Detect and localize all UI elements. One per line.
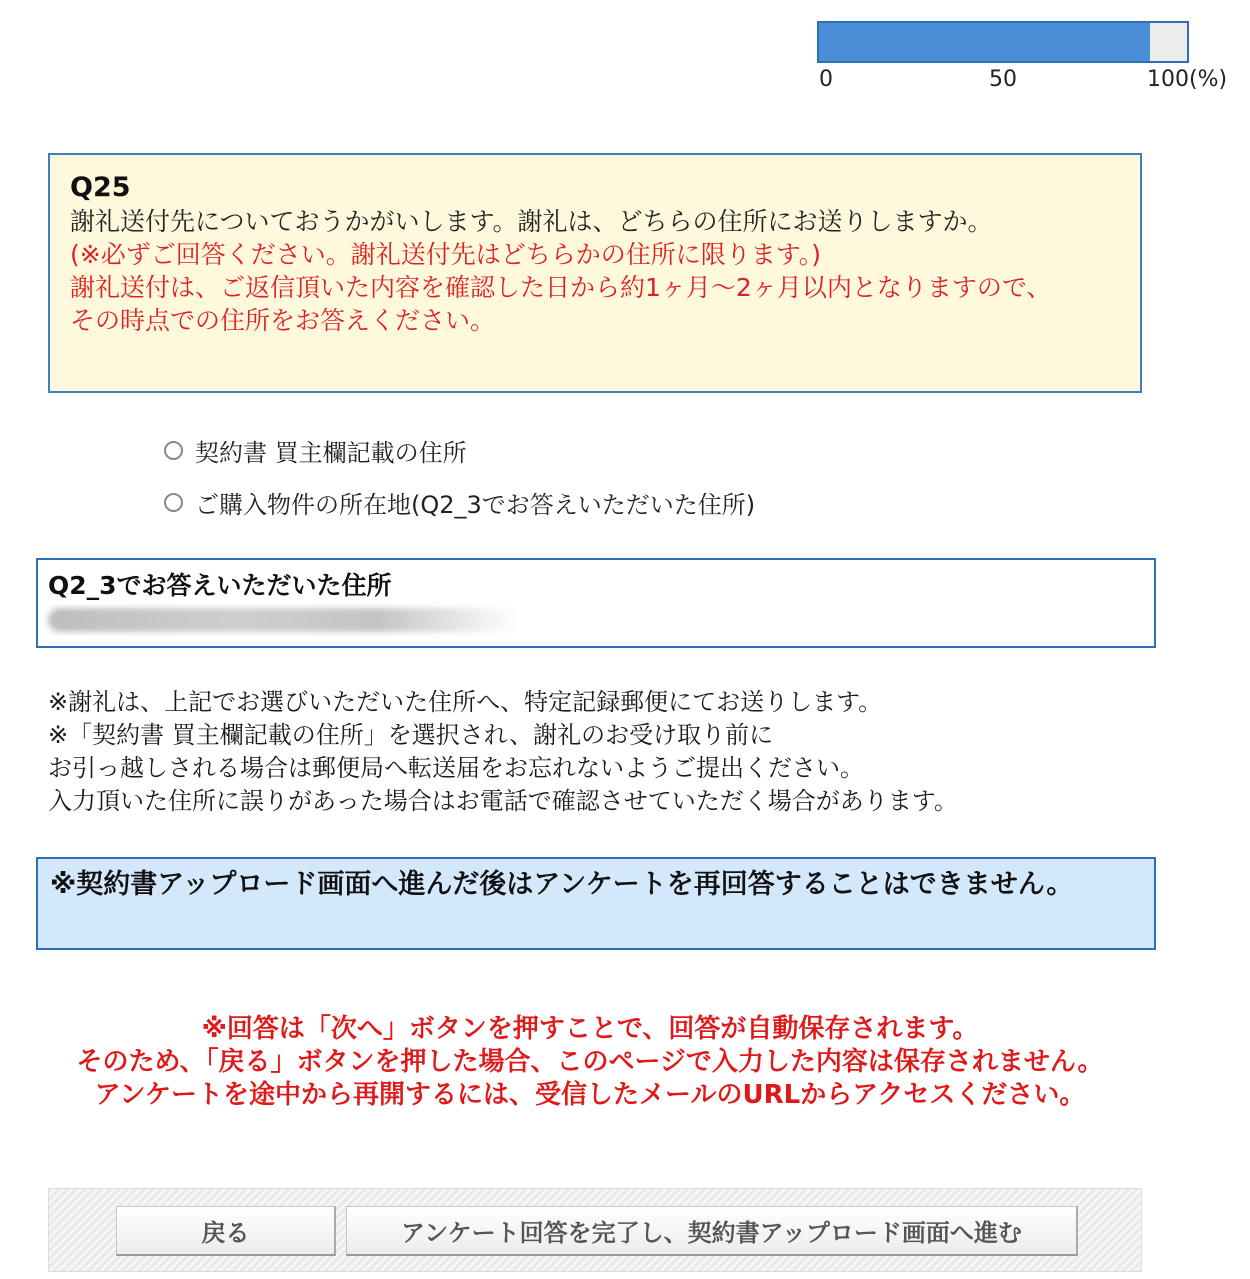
progress-tick-0: 0 <box>819 67 833 92</box>
radio-button-icon[interactable] <box>164 441 183 460</box>
question-note-address: その時点での住所をお答えください。 <box>70 306 496 335</box>
option-label: 契約書 買主欄記載の住所 <box>195 438 467 467</box>
note-line: ※「契約書 買主欄記載の住所」を選択され、謝礼のお受け取り前に <box>48 721 774 749</box>
option-contract-address[interactable] <box>164 430 755 470</box>
note-line: お引っ越しされる場合は郵便局へ転送届をお忘れないようご提出ください。 <box>48 754 864 782</box>
notice-line: アンケートを途中から再開するには、受信したメールのURLからアクセスください。 <box>94 1080 1086 1110</box>
option-label: ご購入物件の所在地(Q2_3でお答えいただいた住所) <box>195 490 756 519</box>
question-text: 謝礼送付先についておうかがいします。謝礼は、どちらの住所にお送りしますか。 <box>70 207 993 236</box>
note-line: ※謝礼は、上記でお選びいただいた住所へ、特定記録郵便にてお送りします。 <box>48 688 883 716</box>
address-box-title: Q2_3でお答えいただいた住所 <box>48 571 392 600</box>
question-note-timing: 謝礼送付は、ご返信頂いた内容を確認した日から約1ヶ月〜2ヶ月以内となりますので、 <box>70 273 1052 302</box>
progress-bar <box>817 21 1228 97</box>
progress-fill <box>819 23 1150 61</box>
button-bar <box>48 1188 1142 1272</box>
progress-track <box>817 21 1189 63</box>
option-property-address[interactable] <box>164 482 755 522</box>
question-note-required: (※必ずご回答ください。謝礼送付先はどちらかの住所に限ります。) <box>70 240 821 269</box>
notice-line: ※回答は「次へ」ボタンを押すことで、回答が自動保存されます。 <box>201 1014 979 1044</box>
progress-tick-50: 50 <box>989 67 1017 92</box>
redacted-address <box>48 608 518 632</box>
progress-scale <box>817 67 1228 97</box>
no-reanswer-warning: ※契約書アップロード画面へ進んだ後はアンケートを再回答することはできません。 <box>36 857 1156 950</box>
back-button[interactable]: 戻る <box>116 1206 336 1256</box>
notice-line: そのため、「戻る」ボタンを押した場合、このページで入力した内容は保存されません。 <box>76 1047 1104 1077</box>
radio-button-icon[interactable] <box>164 493 183 512</box>
complete-and-proceed-button[interactable]: アンケート回答を完了し、契約書アップロード画面へ進む <box>346 1206 1078 1256</box>
question-box <box>48 153 1142 393</box>
progress-tick-100: 100(%) <box>1147 67 1228 92</box>
q2-3-address-box <box>36 558 1156 648</box>
shipping-notes <box>48 686 958 818</box>
autosave-notice <box>40 1013 1140 1112</box>
note-line: 入力頂いた住所に誤りがあった場合はお電話で確認させていただく場合があります。 <box>48 787 958 815</box>
answer-options <box>164 430 755 534</box>
question-number: Q25 <box>70 172 131 203</box>
